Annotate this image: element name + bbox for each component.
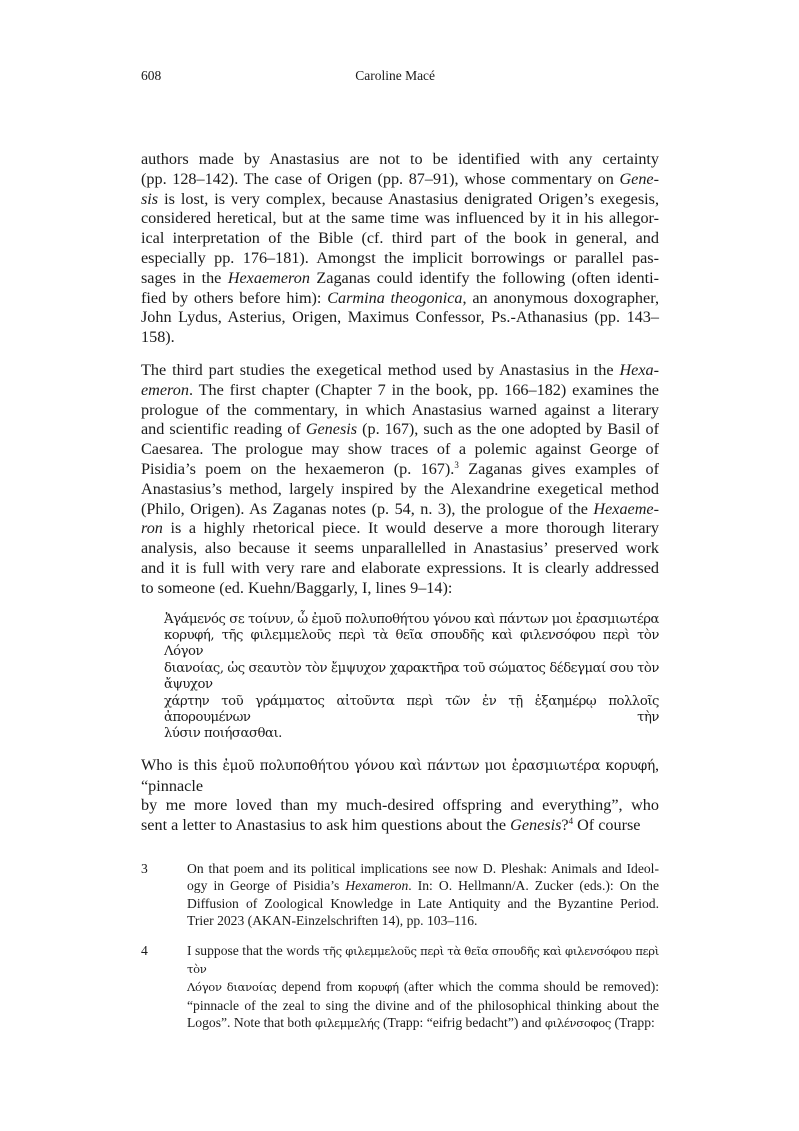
text-line: [141, 308, 659, 328]
text-run: (Trapp:: [611, 1015, 655, 1031]
greek-text: κορυφή: [357, 980, 399, 995]
footnote-number: 3: [141, 860, 148, 876]
text-run: and scientific reading of: [141, 420, 306, 439]
text-run: Trier 2023 (AKAN-Einzelschriften 14), pp. 103–116.: [187, 913, 478, 929]
italic-text: Genesis: [305, 420, 358, 439]
text-run: (pp. 128–142). The case of Origen (pp. 87–91), whose commentary on: [141, 169, 620, 188]
footnote-ref: 3: [454, 459, 459, 470]
paragraph-gap: [141, 348, 659, 361]
text-line: [141, 816, 659, 836]
paragraph-3: [141, 756, 659, 836]
text-line: [187, 978, 659, 996]
text-run: Diffusion of Zoological Knowledge in Late Antiquity and the Byzantine Period.: [187, 895, 659, 911]
text-run: , an anonymous doxographer,: [462, 288, 660, 307]
text-run: is lost, is very complex, because Anastasius denigrated Origen’s exegesis,: [158, 189, 659, 208]
quote-line: διανοίας, ὡς σεαυτὸν τὸν ἔμψυχον χαρακτῆρα τοῦ σώματος δέδεγμαί σου τὸν ἄψυχον: [164, 660, 659, 693]
text-line: [141, 500, 659, 520]
text-line: [141, 401, 659, 421]
paragraph-gap: [141, 743, 659, 756]
text-run: is a highly rhetorical piece. It would deserve a more thorough literary: [162, 519, 659, 538]
italic-text: Hexaemeron: [227, 268, 310, 287]
italic-text: Hexa-: [619, 360, 659, 379]
text-line: [141, 796, 659, 816]
text-run: Of course: [573, 816, 641, 835]
italic-text: Carmina theogonica: [327, 288, 463, 307]
footnote-4: [141, 942, 659, 1033]
text-line: [187, 895, 659, 912]
text-run: and it is full with very rare and elaborate expressions. It is clearly addressed: [141, 558, 659, 577]
text-line: [187, 997, 659, 1014]
text-line: [141, 170, 659, 190]
greek-text: φιλένσοφος: [544, 1016, 612, 1031]
text-run: considered heretical, but at the same time was influenced by it in his allegor-: [141, 209, 659, 228]
text-line: [141, 269, 659, 289]
text-run: ogy in George of Pisidia’s: [187, 878, 346, 894]
text-run: authors made by Anastasius are not to be identified with any certainty: [141, 150, 659, 168]
quote-line: Ἀγάμενός σε τοίνυν, ὦ ἐμοῦ πολυποθήτου γόνου καὶ πάντων μοι ἐρασμιωτέρα: [164, 611, 659, 627]
text-run: by me more loved than my much-desired offspring and everything”, who: [141, 796, 659, 815]
text-line: [141, 249, 659, 269]
text-run: 158).: [141, 328, 175, 347]
text-run: “pinnacle of the zeal to sing the divine and of the philosophical thinking about the: [187, 997, 659, 1013]
text-run: . In: O. Hellmann/A. Zucker (eds.): On the: [408, 878, 659, 894]
greek-text: ἐμοῦ πολυποθήτου γόνου καὶ πάντων μοι ἐρασμιωτέρα κορυφή: [222, 757, 655, 774]
text-run: John Lydus, Asterius, Origen, Maximus Confessor, Ps.-Athanasius (pp. 143–: [141, 308, 659, 327]
footnote-gap: [141, 836, 659, 860]
text-run: ical interpretation of the Bible (cf. third part of the book in general, and: [141, 229, 659, 248]
text-run: Who is this: [141, 755, 223, 774]
text-line: [141, 328, 659, 348]
italic-text: ron: [141, 519, 163, 538]
text-line: [187, 860, 659, 877]
quote-line: λύσιν ποιήσασθαι.: [164, 726, 282, 742]
italic-text: emeron: [141, 380, 189, 399]
greek-text: τῆς φιλεμμελοῦς περὶ τὰ θεῖα σπουδῆς καὶ φιλενσόφου περὶ τὸν: [187, 943, 660, 976]
page-header: [141, 68, 659, 88]
italic-text: Genesis: [510, 816, 562, 835]
text-run: Logos”. Note that both: [187, 1015, 315, 1031]
text-run: sent a letter to Anastasius to ask him questions about the: [141, 816, 511, 835]
text-line: [141, 420, 659, 440]
text-run: fied by others before him):: [141, 288, 328, 307]
paragraph-1: [141, 150, 659, 348]
text-line: [141, 539, 659, 559]
text-line: [187, 912, 659, 929]
text-run: Pisidia’s poem on the hexaemeron (p. 167).: [141, 459, 455, 478]
text-line: [141, 460, 659, 480]
greek-text: Λόγον διανοίας: [187, 980, 277, 995]
text-line: [141, 361, 659, 381]
text-line: [141, 289, 659, 309]
footnote-ref: 4: [568, 816, 574, 827]
text-line: [187, 877, 659, 894]
text-line: [141, 381, 659, 401]
text-run: (after which the comma should be removed):: [398, 979, 659, 995]
paragraph-gap: [141, 599, 659, 612]
text-line: [187, 942, 659, 979]
page: [141, 68, 659, 1045]
text-run: Zaganas could identify the following (often identi-: [309, 268, 659, 287]
running-head: Caroline Macé: [355, 68, 436, 83]
paragraph-2: [141, 361, 659, 599]
text-run: ?: [561, 816, 569, 835]
footnote-3: [141, 860, 659, 930]
footnote-text: [187, 860, 659, 930]
text-line: [187, 1014, 659, 1032]
text-line: [141, 519, 659, 539]
text-run: especially pp. 176–181). Amongst the implicit borrowings or parallel pas-: [141, 248, 659, 267]
text-run: Zaganas gives examples of: [458, 459, 659, 478]
page-number: 608: [141, 68, 162, 83]
greek-text: φιλεμμελής: [315, 1016, 380, 1031]
text-line: [141, 229, 659, 249]
text-run: sages in the: [141, 268, 228, 287]
quote-line: κορυφή, τῆς φιλεμμελοῦς περὶ τὰ θεῖα σπουδῆς καὶ φιλενσόφου περὶ τὸν Λόγον: [164, 627, 659, 660]
text-line: [141, 579, 659, 599]
greek-block-quote: [164, 612, 659, 743]
text-line: [141, 480, 659, 500]
text-run: I suppose that the words: [187, 942, 323, 958]
text-run: depend from: [276, 979, 358, 995]
text-run: Anastasius’s method, largely inspired by the Alexandrine exegetical method: [141, 479, 659, 498]
text-run: (Philo, Origen). As Zaganas notes (p. 54, n. 3), the prologue of the: [141, 499, 594, 518]
text-line: [141, 756, 659, 797]
footnote-number: 4: [141, 942, 148, 958]
text-run: On that poem and its political implications see now D. Pleshak: Animals and Ideol-: [187, 860, 659, 876]
text-run: The third part studies the exegetical method used by Anastasius in the: [141, 360, 620, 379]
italic-text: Gene-: [619, 169, 659, 188]
text-run: . The first chapter (Chapter 7 in the book, pp. 166–182) examines the: [188, 380, 659, 399]
text-run: (Trapp: “eifrig bedacht”) and: [379, 1015, 545, 1031]
text-run: Caesarea. The prologue may show traces of a polemic against George of: [141, 440, 659, 459]
italic-text: Hexaeme-: [593, 499, 659, 518]
text-line: [141, 440, 659, 460]
italic-text: sis: [141, 189, 159, 208]
text-run: to someone (ed. Kuehn/Baggarly, I, lines 9–14):: [141, 578, 453, 597]
text-run: , “pinnacle: [141, 755, 660, 795]
text-line: [141, 209, 659, 229]
text-run: (p. 167), such as the one adopted by Basil of: [357, 420, 659, 439]
italic-text: Hexameron: [345, 878, 409, 894]
footnote-text: [187, 942, 659, 1033]
text-run: prologue of the commentary, in which Anastasius warned against a literary: [141, 400, 659, 419]
text-line: [141, 190, 659, 210]
text-line: [141, 150, 659, 170]
quote-line: χάρτην τοῦ γράμματος αἰτοῦντα περὶ τῶν ἐν τῇ ἑξαημέρῳ πολλοῖς ἀπορουμένων τὴν: [164, 693, 659, 725]
text-run: analysis, also because it seems unparallelled in Anastasius’ preserved work: [141, 539, 659, 558]
text-line: [141, 559, 659, 579]
